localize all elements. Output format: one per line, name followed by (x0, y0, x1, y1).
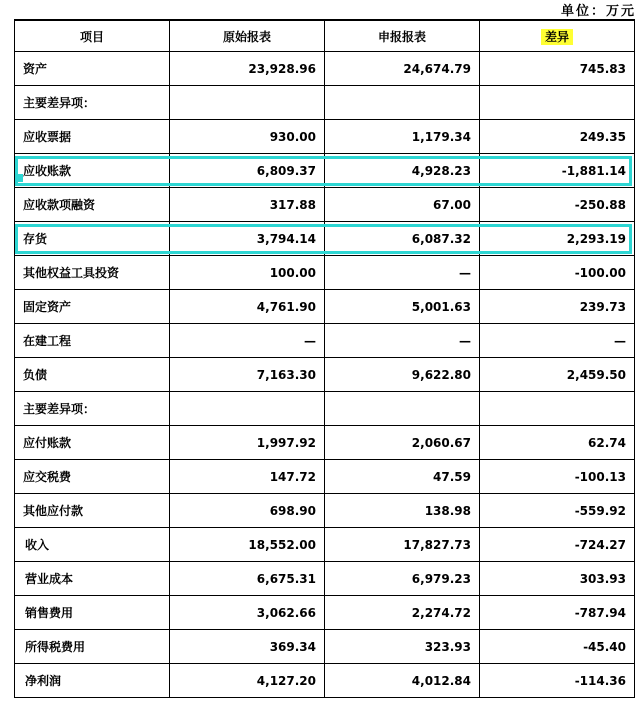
table-row (15, 494, 635, 528)
row-label: 收入 (15, 528, 170, 562)
header-original: 原始报表 (170, 20, 325, 52)
difference-value: 239.73 (480, 290, 635, 324)
reported-value: 47.59 (325, 460, 480, 494)
reported-value: 5,001.63 (325, 290, 480, 324)
row-label: 净利润 (15, 664, 170, 698)
original-value: 7,163.30 (170, 358, 325, 392)
reported-value: 4,928.23 (325, 154, 480, 188)
table-row (15, 426, 635, 460)
table-row (15, 392, 635, 426)
table-row (15, 324, 635, 358)
original-value: 3,794.14 (170, 222, 325, 256)
row-label: 营业成本 (15, 562, 170, 596)
reported-value: 1,179.34 (325, 120, 480, 154)
original-value: 4,127.20 (170, 664, 325, 698)
reported-value: 4,012.84 (325, 664, 480, 698)
row-label: 资产 (15, 52, 170, 86)
row-label: 其他应付款 (15, 494, 170, 528)
table-row (15, 222, 635, 256)
reported-value: 17,827.73 (325, 528, 480, 562)
row-label: 应收款项融资 (15, 188, 170, 222)
difference-value: 2,293.19 (480, 222, 635, 256)
reported-value: 9,622.80 (325, 358, 480, 392)
reported-value: 138.98 (325, 494, 480, 528)
difference-value: -724.27 (480, 528, 635, 562)
table-row (15, 358, 635, 392)
difference-value: -100.00 (480, 256, 635, 290)
table-body (15, 52, 635, 698)
table-row (15, 154, 635, 188)
row-label: 固定资产 (15, 290, 170, 324)
difference-value: — (480, 324, 635, 358)
reported-value: 2,274.72 (325, 596, 480, 630)
table-row (15, 664, 635, 698)
row-label: 在建工程 (15, 324, 170, 358)
row-label: 销售费用 (15, 596, 170, 630)
reported-value: — (325, 256, 480, 290)
original-value: 698.90 (170, 494, 325, 528)
row-label: 应收票据 (15, 120, 170, 154)
difference-value: -250.88 (480, 188, 635, 222)
difference-value: -559.92 (480, 494, 635, 528)
difference-value: -100.13 (480, 460, 635, 494)
difference-value: 303.93 (480, 562, 635, 596)
header-item: 项目 (15, 20, 170, 52)
reported-value: 2,060.67 (325, 426, 480, 460)
table-row (15, 562, 635, 596)
original-value: 100.00 (170, 256, 325, 290)
difference-value: -45.40 (480, 630, 635, 664)
original-value: 930.00 (170, 120, 325, 154)
row-label: 应收账款 (15, 154, 170, 188)
row-label: 主要差异项： (15, 86, 170, 120)
table-row (15, 596, 635, 630)
financial-comparison-table (14, 19, 635, 698)
original-value: 6,675.31 (170, 562, 325, 596)
reported-value: 67.00 (325, 188, 480, 222)
table-row (15, 86, 635, 120)
table-row (15, 460, 635, 494)
difference-value: 745.83 (480, 52, 635, 86)
original-value (170, 86, 325, 120)
highlight-box-marker (17, 174, 23, 182)
reported-value: 24,674.79 (325, 52, 480, 86)
table-row (15, 52, 635, 86)
difference-value: 62.74 (480, 426, 635, 460)
table-row (15, 120, 635, 154)
reported-value: 323.93 (325, 630, 480, 664)
table-row (15, 188, 635, 222)
difference-value (480, 392, 635, 426)
original-value: 1,997.92 (170, 426, 325, 460)
row-label: 负债 (15, 358, 170, 392)
table-row (15, 630, 635, 664)
difference-value: -114.36 (480, 664, 635, 698)
original-value: 18,552.00 (170, 528, 325, 562)
difference-value: -1,881.14 (480, 154, 635, 188)
header-row (15, 20, 635, 52)
table-row (15, 256, 635, 290)
row-label: 应交税费 (15, 460, 170, 494)
row-label: 所得税费用 (15, 630, 170, 664)
table-row (15, 290, 635, 324)
original-value: 369.34 (170, 630, 325, 664)
reported-value (325, 392, 480, 426)
reported-value: — (325, 324, 480, 358)
reported-value: 6,087.32 (325, 222, 480, 256)
row-label: 应付账款 (15, 426, 170, 460)
original-value (170, 392, 325, 426)
row-label: 其他权益工具投资 (15, 256, 170, 290)
original-value: 23,928.96 (170, 52, 325, 86)
original-value: — (170, 324, 325, 358)
header-difference (480, 20, 635, 52)
reported-value (325, 86, 480, 120)
difference-highlight: 差异 (541, 29, 573, 45)
difference-value: 249.35 (480, 120, 635, 154)
original-value: 147.72 (170, 460, 325, 494)
difference-value (480, 86, 635, 120)
reported-value: 6,979.23 (325, 562, 480, 596)
original-value: 6,809.37 (170, 154, 325, 188)
original-value: 4,761.90 (170, 290, 325, 324)
header-reported: 申报报表 (325, 20, 480, 52)
row-label: 主要差异项： (15, 392, 170, 426)
original-value: 3,062.66 (170, 596, 325, 630)
difference-value: 2,459.50 (480, 358, 635, 392)
difference-value: -787.94 (480, 596, 635, 630)
row-label: 存货 (15, 222, 170, 256)
original-value: 317.88 (170, 188, 325, 222)
table-row (15, 528, 635, 562)
unit-label: 单位：万元 (560, 4, 636, 19)
